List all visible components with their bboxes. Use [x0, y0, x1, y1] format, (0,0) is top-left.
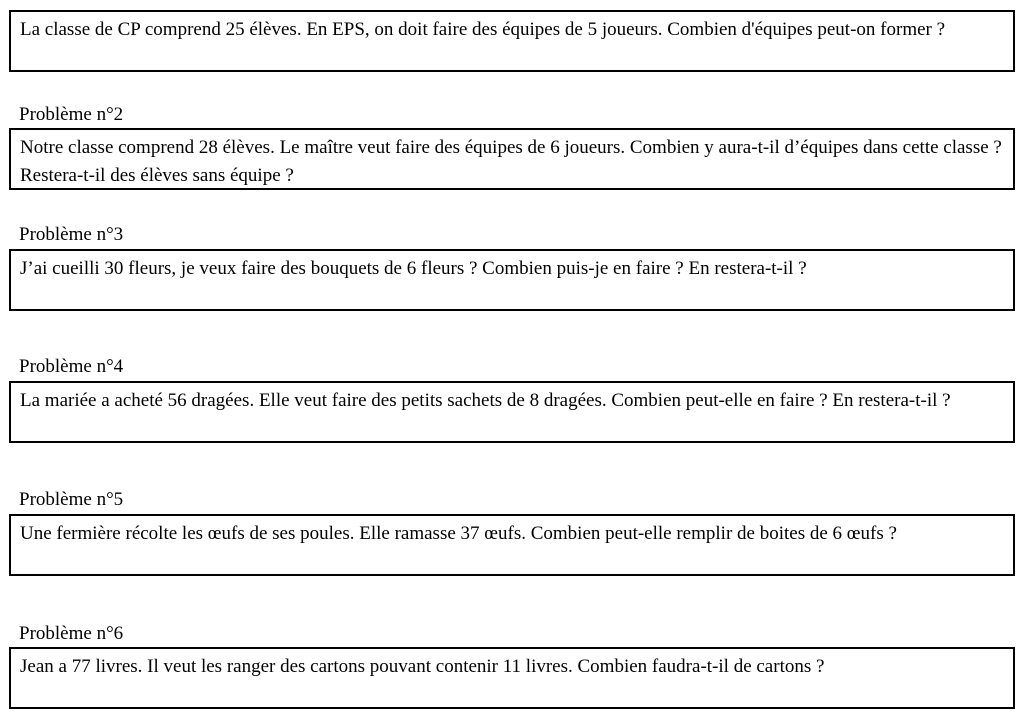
problem-6-title: Problème n°6: [19, 623, 124, 644]
problem-3-title: Problème n°3: [19, 224, 124, 245]
problem-2-box: [9, 128, 1015, 190]
problem-3-text: J’ai cueilli 30 fleurs, je veux faire des bouquets de 6 fleurs ? Combien puis-je en faire ? En restera-t-il ?: [20, 258, 807, 279]
problem-5-title: Problème n°5: [19, 489, 124, 510]
problem-6-text: Jean a 77 livres. Il veut les ranger des cartons pouvant contenir 11 livres. Combien faudra-t-il de cartons ?: [20, 656, 825, 677]
problem-1-text: La classe de CP comprend 25 élèves. En EPS, on doit faire des équipes de 5 joueurs. Combien d'équipes peut-on former ?: [20, 19, 946, 40]
problem-6-box: [9, 647, 1015, 709]
problem-2-text: Notre classe comprend 28 élèves. Le maître veut faire des équipes de 6 joueurs. Combien y aura-t-il d’équipes dans cette classe ? Restera-t-il des élèves sans équipe ?: [20, 137, 1002, 186]
problem-4-text: La mariée a acheté 56 dragées. Elle veut faire des petits sachets de 8 dragées. Combien peut-elle en faire ? En restera-t-il ?: [20, 390, 951, 411]
problem-5-box: [9, 514, 1015, 576]
problem-4-title: Problème n°4: [19, 356, 124, 377]
problem-4-box: [9, 381, 1015, 443]
problem-3-box: [9, 249, 1015, 311]
problem-5-text: Une fermière récolte les œufs de ses poules. Elle ramasse 37 œufs. Combien peut-elle remplir de boites de 6 œufs ?: [20, 523, 897, 544]
problem-2-title: Problème n°2: [19, 104, 124, 125]
problem-1-box: [9, 10, 1015, 72]
